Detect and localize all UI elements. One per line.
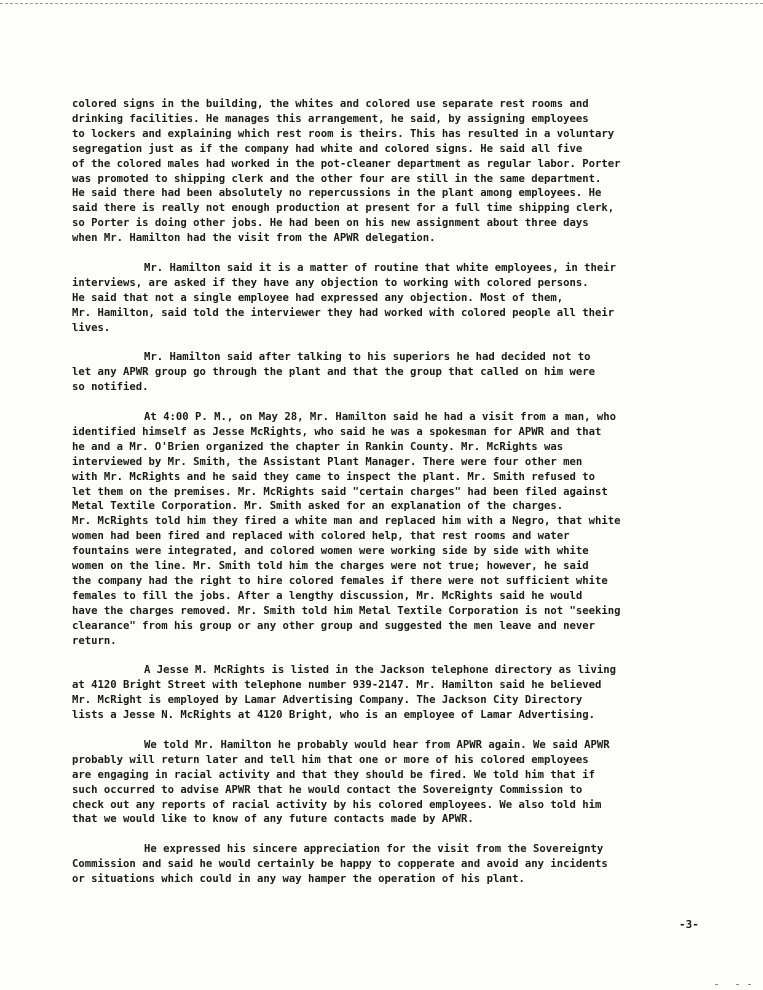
- scan-speck: [715, 984, 718, 985]
- paragraph-advice-to-hamilton: We told Mr. Hamilton he probably would hear from APWR again. We said APWR probably will return later and tell him that one or more of his colored employees are engaging in racial activity and that they should be fired. We told him that if such occurred to advise APWR that he would contact the Sovereignty Commission to check out any reports of racial activity by his colored employees. We also told him that we would like to know of any future contacts made by APWR.: [72, 738, 610, 826]
- paragraph-employee-interviews: Mr. Hamilton said it is a matter of routine that white employees, in their interviews, are asked if they have any objection to working with colored persons. He said that not a single employee had expressed any objection. Most of them, Mr. Hamilton, said told the interviewer they had worked with colored people all their lives.: [72, 261, 616, 334]
- scan-speck: [736, 984, 739, 985]
- top-edge-border: [0, 3, 763, 4]
- paragraph-mcrights-visit: At 4:00 P. M., on May 28, Mr. Hamilton said he had a visit from a man, who identified himself as Jesse McRights, who said he was a spokesman for APWR and that he and a Mr. O'Brien organized the chapter in Rankin County. Mr. McRights was interviewed by Mr. Smith, the Assistant Plant Manager. There were four other men with Mr. McRights and he said they came to inspect the plant. Mr. Smith refused to let them on the premises. Mr. McRights said "certain charges" had been filed against Metal Textile Corporation. Mr. Smith asked for an explanation of the charges. Mr. McRights told him they fired a white man and replaced him with a Negro, that white women had been fired and replaced with colored help, that rest rooms and water fountains were integrated, and colored women were working side by side with white women on the line. Mr. Smith told him the charges were not true; however, he said the company had the right to hire colored females if there were not sufficient white females to fill the jobs. After a lengthy discussion, Mr. McRights said he would have the charges removed. Mr. Smith told him Metal Textile Corporation is not "seeking clearance" from his group or any other group and suggested the men leave and never return.: [72, 410, 621, 647]
- document-body: [72, 97, 722, 902]
- scan-speck: [748, 984, 751, 985]
- page-number: -3-: [679, 918, 699, 931]
- paragraph-appreciation: He expressed his sincere appreciation for the visit from the Sovereignty Commission and said he would certainly be happy to copperate and avoid any incidents or situations which could in any way hamper the operation of his plant.: [72, 843, 608, 886]
- paragraph-directory-listing: A Jesse M. McRights is listed in the Jackson telephone directory as living at 4120 Bright Street with telephone number 939-2147. Mr. Hamilton said he believed Mr. McRight is employed by Lamar Advertising Company. The Jackson City Directory lists a Jesse N. McRights at 4120 Bright, who is an employee of Lamar Advertising.: [72, 664, 616, 722]
- paragraph-group-refused: Mr. Hamilton said after talking to his superiors he had decided not to let any APWR group go through the plant and that the group that called on him were so notified.: [72, 351, 595, 394]
- paragraph-segregation-arrangement: colored signs in the building, the whites and colored use separate rest rooms and drinking facilities. He manages this arrangement, he said, by assigning employees to lockers and explaining which rest room is theirs. This has resulted in a voluntary segregation just as if the company had white and colored signs. He said all five of the colored males had worked in the pot-cleaner department as regular labor. Porter was promoted to shipping clerk and the other four are still in the same department. He said there had been absolutely no repercussions in the plant among employees. He said there is really not enough production at present for a full time shipping clerk, so Porter is doing other jobs. He had been on his new assignment about three days when Mr. Hamilton had the visit from the APWR delegation.: [72, 98, 621, 245]
